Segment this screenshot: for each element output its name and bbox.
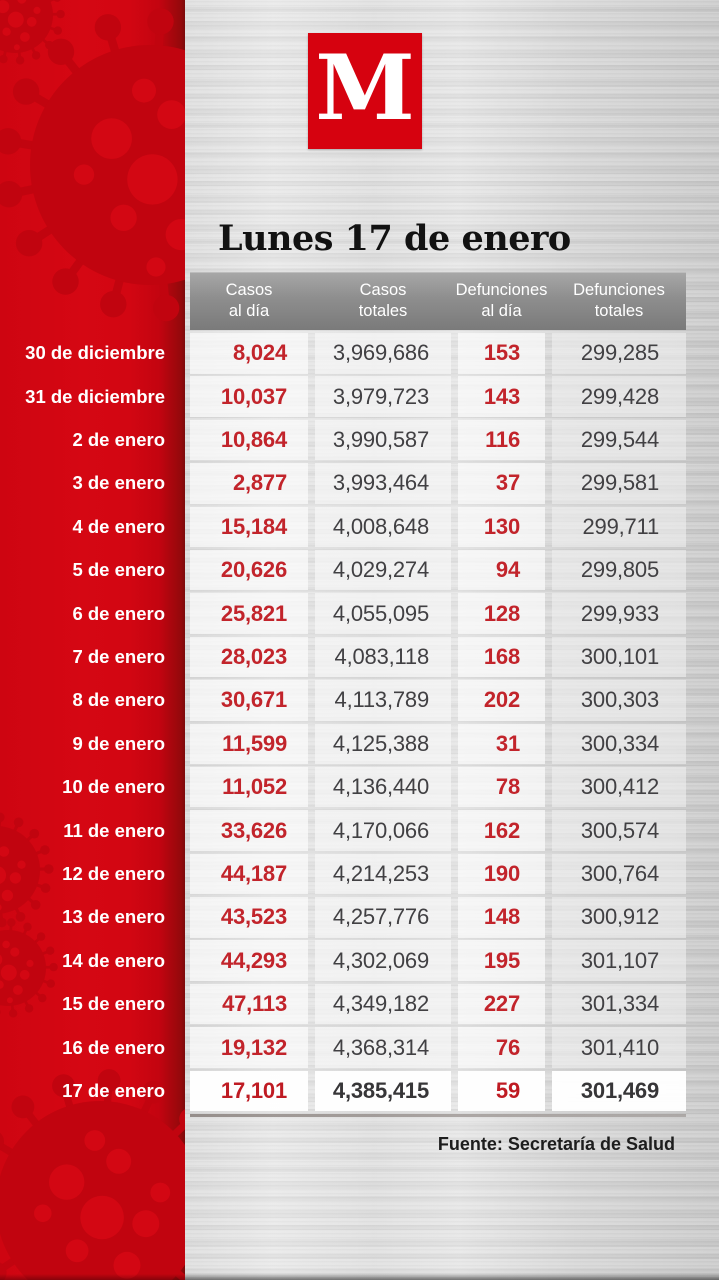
- total-cases-cell: 4,385,415: [315, 1071, 451, 1112]
- total-cases-cell: 3,993,464: [315, 463, 451, 504]
- table-row: [0, 593, 686, 636]
- total-cases-cell: 3,969,686: [315, 333, 451, 374]
- table-header-row: [0, 272, 686, 330]
- total-cases-cell: 4,008,648: [315, 507, 451, 548]
- date-cell: 12 de enero: [62, 862, 165, 884]
- spacer-cell: [0, 272, 183, 330]
- table-row: [0, 420, 686, 463]
- daily-deaths-cell: 128: [458, 593, 545, 634]
- date-cell: 13 de enero: [62, 906, 165, 928]
- daily-deaths-cell: 195: [458, 940, 545, 981]
- total-deaths-cell: 300,101: [552, 637, 686, 678]
- date-cell: 30 de diciembre: [25, 342, 165, 364]
- date-cell: 15 de enero: [62, 993, 165, 1015]
- total-deaths-cell: 301,410: [552, 1027, 686, 1068]
- column-header-daily-deaths: Defunciones al día: [455, 280, 548, 320]
- total-deaths-cell: 299,711: [552, 507, 686, 548]
- daily-cases-cell: 47,113: [190, 984, 308, 1025]
- table-row: [0, 550, 686, 593]
- daily-deaths-cell: 94: [458, 550, 545, 591]
- daily-deaths-cell: 153: [458, 333, 545, 374]
- covid-data-table: [0, 272, 686, 1114]
- total-cases-cell: 3,979,723: [315, 376, 451, 417]
- daily-cases-cell: 25,821: [190, 593, 308, 634]
- column-header-total-deaths: Defunciones totales: [573, 280, 665, 320]
- table-row: [0, 1027, 686, 1070]
- daily-cases-cell: 19,132: [190, 1027, 308, 1068]
- total-deaths-cell: 300,334: [552, 724, 686, 765]
- table-row: [0, 1071, 686, 1114]
- total-cases-cell: 4,136,440: [315, 767, 451, 808]
- milenio-logo: [308, 33, 422, 149]
- table-row: [0, 810, 686, 853]
- table-body: [0, 333, 686, 1114]
- daily-deaths-cell: 227: [458, 984, 545, 1025]
- total-deaths-cell: 301,107: [552, 940, 686, 981]
- daily-deaths-cell: 78: [458, 767, 545, 808]
- bottom-edge-shade: [0, 1274, 719, 1280]
- daily-cases-cell: 43,523: [190, 897, 308, 938]
- total-cases-cell: 4,257,776: [315, 897, 451, 938]
- daily-cases-cell: 17,101: [190, 1071, 308, 1112]
- total-deaths-cell: 299,544: [552, 420, 686, 461]
- daily-deaths-cell: 130: [458, 507, 545, 548]
- daily-deaths-cell: 190: [458, 854, 545, 895]
- daily-cases-cell: 20,626: [190, 550, 308, 591]
- milenio-m-icon: M: [315, 35, 415, 141]
- source-credit: Fuente: Secretaría de Salud: [437, 1134, 675, 1154]
- table-row: [0, 680, 686, 723]
- daily-deaths-cell: 37: [458, 463, 545, 504]
- daily-deaths-cell: 168: [458, 637, 545, 678]
- date-cell: 16 de enero: [62, 1036, 165, 1058]
- daily-deaths-cell: 116: [458, 420, 545, 461]
- date-cell: 10 de enero: [62, 776, 165, 798]
- total-deaths-cell: 300,764: [552, 854, 686, 895]
- date-cell: 5 de enero: [72, 559, 165, 581]
- daily-cases-cell: 2,877: [190, 463, 308, 504]
- total-deaths-cell: 301,334: [552, 984, 686, 1025]
- date-cell: 9 de enero: [72, 732, 165, 754]
- table-row: [0, 854, 686, 897]
- table-row: [0, 333, 686, 376]
- date-cell: 3 de enero: [72, 472, 165, 494]
- date-cell: 17 de enero: [62, 1079, 165, 1101]
- daily-cases-cell: 33,626: [190, 810, 308, 851]
- daily-deaths-cell: 31: [458, 724, 545, 765]
- total-deaths-cell: 300,574: [552, 810, 686, 851]
- date-cell: 14 de enero: [62, 949, 165, 971]
- daily-cases-cell: 10,864: [190, 420, 308, 461]
- date-cell: 11 de enero: [63, 819, 165, 841]
- total-cases-cell: 3,990,587: [315, 420, 451, 461]
- page-title: Lunes 17 de enero: [218, 218, 571, 259]
- total-cases-cell: 4,125,388: [315, 724, 451, 765]
- column-header-total-cases: Casos totales: [358, 280, 408, 320]
- total-cases-cell: 4,368,314: [315, 1027, 451, 1068]
- table-row: [0, 984, 686, 1027]
- daily-deaths-cell: 143: [458, 376, 545, 417]
- total-cases-cell: 4,170,066: [315, 810, 451, 851]
- daily-deaths-cell: 162: [458, 810, 545, 851]
- date-cell: 6 de enero: [72, 602, 165, 624]
- daily-deaths-cell: 202: [458, 680, 545, 721]
- date-cell: 7 de enero: [72, 645, 165, 667]
- date-cell: 2 de enero: [72, 429, 165, 451]
- daily-cases-cell: 11,052: [190, 767, 308, 808]
- daily-cases-cell: 44,293: [190, 940, 308, 981]
- table-row: [0, 637, 686, 680]
- daily-cases-cell: 44,187: [190, 854, 308, 895]
- total-deaths-cell: 299,933: [552, 593, 686, 634]
- daily-cases-cell: 8,024: [190, 333, 308, 374]
- date-cell: 31 de diciembre: [25, 385, 165, 407]
- table-row: [0, 724, 686, 767]
- column-header-daily-cases: Casos al día: [225, 280, 273, 320]
- total-cases-cell: 4,113,789: [315, 680, 451, 721]
- date-cell: 8 de enero: [72, 689, 165, 711]
- total-deaths-cell: 299,285: [552, 333, 686, 374]
- table-row: [0, 767, 686, 810]
- daily-cases-cell: 28,023: [190, 637, 308, 678]
- daily-cases-cell: 11,599: [190, 724, 308, 765]
- total-deaths-cell: 301,469: [552, 1071, 686, 1112]
- total-cases-cell: 4,029,274: [315, 550, 451, 591]
- total-cases-cell: 4,302,069: [315, 940, 451, 981]
- total-cases-cell: 4,055,095: [315, 593, 451, 634]
- total-cases-cell: 4,083,118: [315, 637, 451, 678]
- daily-cases-cell: 10,037: [190, 376, 308, 417]
- daily-deaths-cell: 148: [458, 897, 545, 938]
- table-row: [0, 507, 686, 550]
- total-deaths-cell: 300,412: [552, 767, 686, 808]
- total-deaths-cell: 299,581: [552, 463, 686, 504]
- daily-cases-cell: 15,184: [190, 507, 308, 548]
- total-deaths-cell: 300,303: [552, 680, 686, 721]
- daily-deaths-cell: 59: [458, 1071, 545, 1112]
- daily-cases-cell: 30,671: [190, 680, 308, 721]
- total-deaths-cell: 300,912: [552, 897, 686, 938]
- total-deaths-cell: 299,805: [552, 550, 686, 591]
- total-deaths-cell: 299,428: [552, 376, 686, 417]
- total-cases-cell: 4,349,182: [315, 984, 451, 1025]
- table-row: [0, 897, 686, 940]
- date-cell: 4 de enero: [72, 515, 165, 537]
- table-row: [0, 376, 686, 419]
- total-cases-cell: 4,214,253: [315, 854, 451, 895]
- daily-deaths-cell: 76: [458, 1027, 545, 1068]
- table-row: [0, 940, 686, 983]
- table-row: [0, 463, 686, 506]
